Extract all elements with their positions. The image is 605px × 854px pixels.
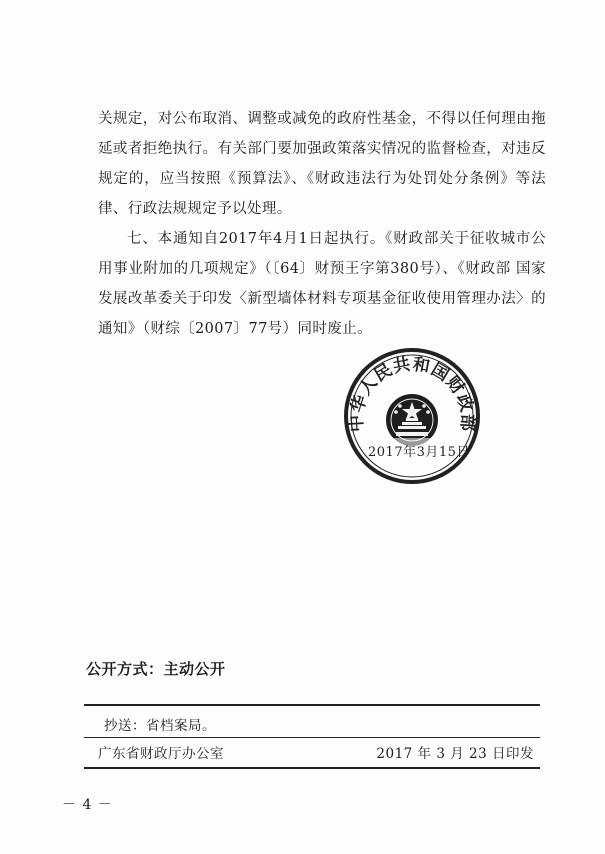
issue-date: 2017 年 3 月 23 日印发	[376, 746, 534, 762]
divider-bottom	[84, 767, 540, 769]
divider-middle	[84, 737, 540, 738]
seal-text: 中华人民共和国财政部	[346, 354, 478, 433]
seal-date: 2017年3月15日	[368, 445, 470, 460]
seal-emblem-icon	[342, 346, 482, 486]
cc-recipients: 抄送：省档案局。	[104, 718, 216, 734]
issuing-office: 广东省财政厅办公室	[98, 746, 224, 762]
paragraph-continuation: 关规定，对公布取消、调整或减免的政府性基金，不得以任何理由拖延或者拒绝执行。有关部门要加强政策落实情况的监督检查，对违反规定的，应当按照《预算法》、《财政违法行为处罚处分条例》等法律、行政法规规定予以处理。	[98, 111, 546, 217]
divider-top	[84, 704, 540, 706]
document-body	[98, 104, 546, 344]
disclosure-method: 公开方式：主动公开	[86, 660, 226, 678]
paragraph-article-7: 七、本通知自2017年4月1日起执行。《财政部关于征收城市公用事业附加的几项规定》（〔64〕财预王字第380号）、《财政部 国家发展改革委关于印发〈新型墙体材料专项基金征收使用管理办法〉的通知》（财综〔2007〕77号）同时废止。	[98, 231, 546, 337]
official-seal	[342, 346, 482, 486]
page-number: － 4 －	[62, 797, 113, 813]
